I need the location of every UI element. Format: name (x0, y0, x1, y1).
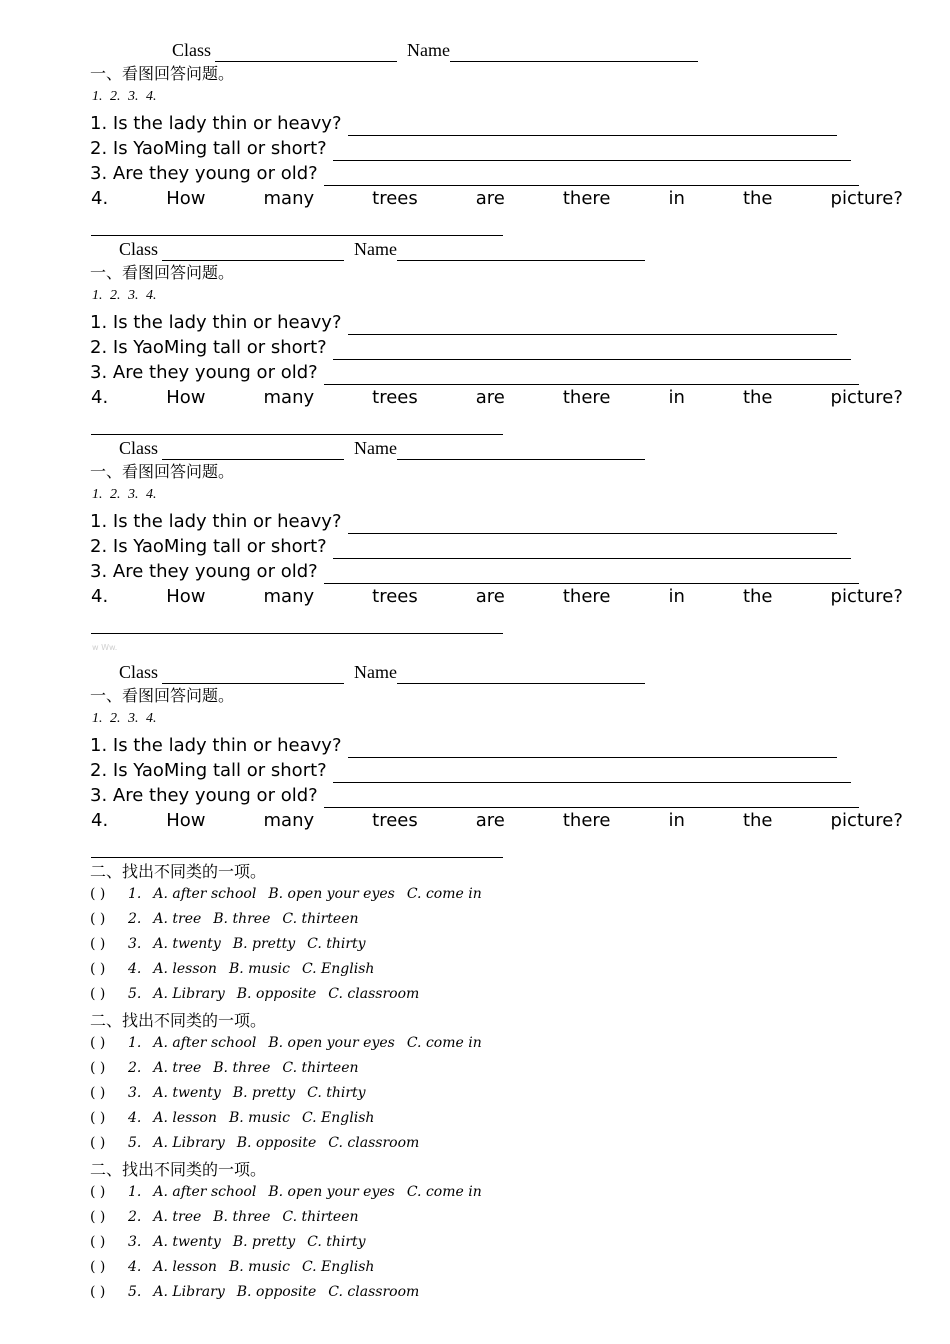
class-name-header (172, 38, 698, 62)
question-1-text: 1. Is the lady thin or heavy? (90, 113, 342, 134)
answer-line-2 (333, 141, 851, 161)
answer-bracket: ( ) (90, 986, 106, 1002)
option-c: C. thirteen (282, 1060, 359, 1076)
answer-bracket: ( ) (90, 1284, 106, 1300)
question-1 (90, 310, 837, 335)
option-a: A. tree (153, 911, 202, 927)
answer-line-3 (324, 166, 859, 186)
choice-number: 4. (128, 1110, 142, 1126)
question-2-text: 2. Is YaoMing tall or short? (90, 138, 327, 159)
name-blank (397, 666, 645, 684)
question-4-word: are (475, 188, 505, 209)
answer-bracket: ( ) (90, 936, 106, 952)
option-c: C. classroom (328, 1284, 420, 1300)
answer-bracket: ( ) (90, 1184, 106, 1200)
choice-row (90, 1081, 366, 1106)
option-a: A. tree (153, 1209, 202, 1225)
choice-row (90, 1056, 359, 1081)
question-3 (90, 360, 859, 385)
class-label: Class (119, 239, 159, 259)
choice-row (90, 957, 374, 982)
option-b: B. opposite (236, 986, 317, 1002)
picture-numbers: 1. 2. 3. 4. (92, 487, 157, 502)
question-1 (90, 733, 837, 758)
question-4-word: picture? (830, 387, 903, 408)
question-4-word: many (263, 586, 315, 607)
option-b: B. music (228, 1110, 290, 1126)
question-4 (91, 186, 903, 211)
option-a: A. lesson (153, 1259, 217, 1275)
option-a: A. after school (153, 1035, 257, 1051)
question-4 (91, 584, 903, 609)
question-4-word: there (562, 586, 611, 607)
choice-row (90, 982, 419, 1007)
class-label: Class (172, 40, 212, 60)
answer-line-2 (333, 340, 851, 360)
option-b: B. opposite (236, 1284, 317, 1300)
question-4-word: many (263, 810, 315, 831)
option-c: C. English (301, 1259, 375, 1275)
class-blank (162, 666, 344, 684)
class-name-header (119, 237, 645, 261)
question-4-word: in (668, 810, 685, 831)
question-2 (90, 758, 851, 783)
question-4-word: picture? (830, 188, 903, 209)
question-4-word: picture? (830, 586, 903, 607)
option-c: C. classroom (328, 986, 420, 1002)
choice-number: 5. (128, 1135, 142, 1151)
choice-number: 2. (128, 911, 142, 927)
option-c: C. English (301, 1110, 375, 1126)
question-4-word: picture? (830, 810, 903, 831)
choice-number: 1. (128, 1184, 142, 1200)
question-3-text: 3. Are they young or old? (90, 163, 318, 184)
question-4-word: are (475, 810, 505, 831)
question-4-word: the (742, 387, 773, 408)
question-4-word: there (562, 188, 611, 209)
section-instruction: 一、看图回答问题。 (90, 686, 235, 705)
name-label: Name (354, 239, 397, 259)
option-a: A. after school (153, 886, 257, 902)
answer-bracket: ( ) (90, 1234, 106, 1250)
picture-numbers: 1. 2. 3. 4. (92, 711, 157, 726)
question-4-word: the (742, 586, 773, 607)
choice-row (90, 1230, 366, 1255)
option-b: B. open your eyes (268, 1184, 395, 1200)
question-4-word: 4. (91, 387, 109, 408)
odd-one-out-instruction: 二、找出不同类的一项。 (90, 1011, 267, 1030)
answer-line-3 (324, 564, 859, 584)
choice-number: 3. (128, 936, 142, 952)
option-b: B. music (228, 961, 290, 977)
question-3-text: 3. Are they young or old? (90, 785, 318, 806)
choice-row (90, 882, 482, 907)
question-1-text: 1. Is the lady thin or heavy? (90, 511, 342, 532)
choice-row (90, 907, 359, 932)
section-instruction: 一、看图回答问题。 (90, 462, 235, 481)
option-a: A. Library (153, 1284, 225, 1300)
question-2 (90, 335, 851, 360)
question-2 (90, 136, 851, 161)
answer-line-3 (324, 788, 859, 808)
name-label: Name (354, 438, 397, 458)
question-3 (90, 783, 859, 808)
option-a: A. twenty (153, 936, 221, 952)
option-a: A. lesson (153, 1110, 217, 1126)
question-4-word: 4. (91, 188, 109, 209)
choice-row (90, 932, 366, 957)
picture-numbers: 1. 2. 3. 4. (92, 89, 157, 104)
class-name-header (119, 436, 645, 460)
answer-bracket: ( ) (90, 1085, 106, 1101)
choice-number: 4. (128, 961, 142, 977)
question-3-text: 3. Are they young or old? (90, 362, 318, 383)
answer-line-4 (91, 433, 503, 435)
answer-bracket: ( ) (90, 1135, 106, 1151)
question-4-word: in (668, 586, 685, 607)
option-b: B. pretty (232, 1085, 296, 1101)
answer-bracket: ( ) (90, 911, 106, 927)
choice-number: 2. (128, 1209, 142, 1225)
answer-line-4 (91, 632, 503, 634)
option-c: C. English (301, 961, 375, 977)
option-c: C. classroom (328, 1135, 420, 1151)
question-3 (90, 161, 859, 186)
odd-one-out-instruction: 二、找出不同类的一项。 (90, 862, 267, 881)
option-c: C. thirteen (282, 911, 359, 927)
option-b: B. three (213, 1060, 271, 1076)
answer-bracket: ( ) (90, 1209, 106, 1225)
choice-row (90, 1106, 374, 1131)
odd-one-out-instruction: 二、找出不同类的一项。 (90, 1160, 267, 1179)
question-4-word: the (742, 188, 773, 209)
option-b: B. three (213, 911, 271, 927)
choice-row (90, 1180, 482, 1205)
option-c: C. thirty (307, 936, 366, 952)
option-c: C. come in (406, 1035, 482, 1051)
answer-line-4 (91, 856, 503, 858)
choice-number: 5. (128, 1284, 142, 1300)
option-b: B. music (228, 1259, 290, 1275)
answer-bracket: ( ) (90, 961, 106, 977)
option-b: B. opposite (236, 1135, 317, 1151)
answer-line-2 (333, 539, 851, 559)
name-blank (450, 44, 698, 62)
question-4-word: 4. (91, 586, 109, 607)
question-3-text: 3. Are they young or old? (90, 561, 318, 582)
option-c: C. thirty (307, 1085, 366, 1101)
question-4-word: 4. (91, 810, 109, 831)
question-1-text: 1. Is the lady thin or heavy? (90, 312, 342, 333)
question-4-word: many (263, 188, 315, 209)
option-c: C. thirteen (282, 1209, 359, 1225)
answer-bracket: ( ) (90, 1259, 106, 1275)
question-3 (90, 559, 859, 584)
choice-row (90, 1255, 374, 1280)
name-blank (397, 442, 645, 460)
class-blank (162, 442, 344, 460)
option-a: A. after school (153, 1184, 257, 1200)
option-b: B. open your eyes (268, 1035, 395, 1051)
option-c: C. come in (406, 886, 482, 902)
answer-line-1 (348, 738, 837, 758)
question-4-word: are (475, 387, 505, 408)
answer-bracket: ( ) (90, 1110, 106, 1126)
answer-line-3 (324, 365, 859, 385)
question-4-word: the (742, 810, 773, 831)
question-4-word: in (668, 188, 685, 209)
question-1-text: 1. Is the lady thin or heavy? (90, 735, 342, 756)
answer-bracket: ( ) (90, 1060, 106, 1076)
option-c: C. come in (406, 1184, 482, 1200)
question-4-word: there (562, 810, 611, 831)
question-4-word: trees (372, 586, 418, 607)
question-1 (90, 509, 837, 534)
question-4-word: How (166, 810, 206, 831)
answer-line-4 (91, 234, 503, 236)
option-a: A. lesson (153, 961, 217, 977)
answer-line-1 (348, 315, 837, 335)
question-4-word: trees (372, 810, 418, 831)
choice-number: 3. (128, 1085, 142, 1101)
question-2-text: 2. Is YaoMing tall or short? (90, 337, 327, 358)
name-label: Name (354, 662, 397, 682)
choice-row (90, 1031, 482, 1056)
question-2-text: 2. Is YaoMing tall or short? (90, 536, 327, 557)
question-4-word: trees (372, 387, 418, 408)
question-4 (91, 808, 903, 833)
question-4-word: are (475, 586, 505, 607)
class-label: Class (119, 662, 159, 682)
question-4-word: many (263, 387, 315, 408)
class-name-header (119, 660, 645, 684)
watermark-text: w Ww. (92, 643, 118, 652)
section-instruction: 一、看图回答问题。 (90, 64, 235, 83)
question-1 (90, 111, 837, 136)
question-4 (91, 385, 903, 410)
option-b: B. three (213, 1209, 271, 1225)
answer-line-1 (348, 514, 837, 534)
option-c: C. thirty (307, 1234, 366, 1250)
class-label: Class (119, 438, 159, 458)
option-a: A. Library (153, 1135, 225, 1151)
option-b: B. pretty (232, 936, 296, 952)
choice-number: 1. (128, 886, 142, 902)
question-4-word: How (166, 387, 206, 408)
question-4-word: in (668, 387, 685, 408)
question-4-word: there (562, 387, 611, 408)
name-blank (397, 243, 645, 261)
option-a: A. Library (153, 986, 225, 1002)
option-a: A. twenty (153, 1085, 221, 1101)
choice-number: 3. (128, 1234, 142, 1250)
choice-row (90, 1205, 359, 1230)
choice-number: 1. (128, 1035, 142, 1051)
section-instruction: 一、看图回答问题。 (90, 263, 235, 282)
choice-row (90, 1131, 419, 1156)
answer-line-2 (333, 763, 851, 783)
option-b: B. open your eyes (268, 886, 395, 902)
class-blank (215, 44, 397, 62)
question-4-word: How (166, 586, 206, 607)
question-4-word: trees (372, 188, 418, 209)
question-4-word: How (166, 188, 206, 209)
option-a: A. twenty (153, 1234, 221, 1250)
question-2-text: 2. Is YaoMing tall or short? (90, 760, 327, 781)
choice-number: 4. (128, 1259, 142, 1275)
picture-numbers: 1. 2. 3. 4. (92, 288, 157, 303)
option-b: B. pretty (232, 1234, 296, 1250)
class-blank (162, 243, 344, 261)
choice-row (90, 1280, 419, 1305)
choice-number: 5. (128, 986, 142, 1002)
option-a: A. tree (153, 1060, 202, 1076)
answer-bracket: ( ) (90, 886, 106, 902)
answer-line-1 (348, 116, 837, 136)
choice-number: 2. (128, 1060, 142, 1076)
answer-bracket: ( ) (90, 1035, 106, 1051)
name-label: Name (407, 40, 450, 60)
question-2 (90, 534, 851, 559)
